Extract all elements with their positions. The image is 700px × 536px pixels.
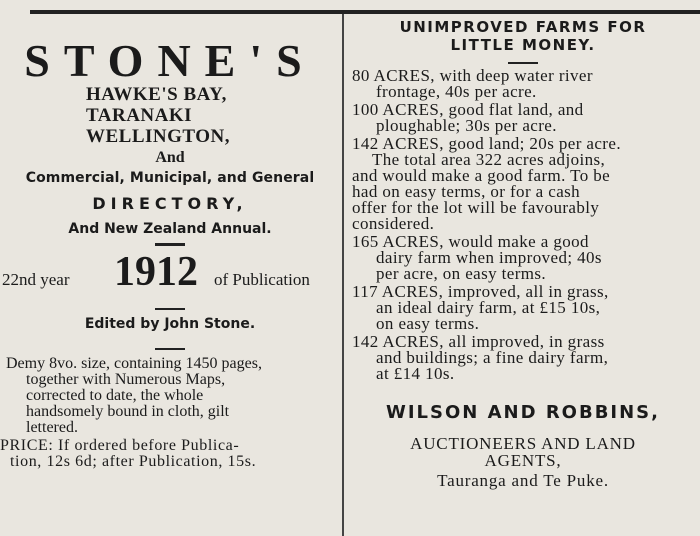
listing-line: and would make a good farm. To be xyxy=(352,166,611,185)
listing-line: 142 ACRES, all improved, in grass xyxy=(352,332,605,351)
farm-listing xyxy=(352,102,700,134)
listing-line: ploughable; 30s per acre. xyxy=(376,116,557,135)
price-line: PRICE: If ordered before Publica- xyxy=(0,437,240,454)
firm-line: AUCTIONEERS AND LAND xyxy=(410,434,636,453)
description-line: together with Numerous Maps, xyxy=(26,371,226,388)
firm-details xyxy=(346,435,700,489)
farm-listing xyxy=(352,334,700,382)
year-number: 1912 xyxy=(114,249,198,295)
places-list xyxy=(86,84,340,147)
listing-line: offer for the lot will be favourably xyxy=(352,198,600,217)
advert-title: STONE'S xyxy=(24,35,316,86)
place-line: TARANAKI xyxy=(86,105,193,126)
farms-heading xyxy=(346,18,700,54)
farm-listing xyxy=(352,136,700,232)
listing-line: on easy terms. xyxy=(376,314,480,333)
heading-line: LITTLE MONEY. xyxy=(450,36,596,54)
listing-line: 142 ACRES, good land; 20s per acre. xyxy=(352,134,621,153)
stones-directory-advert xyxy=(0,18,340,470)
listing-line: considered. xyxy=(352,214,435,233)
listing-line: 80 ACRES, with deep water river xyxy=(352,66,593,85)
directory-line: DIRECTORY, xyxy=(92,194,248,213)
listing-line: 165 ACRES, would make a good xyxy=(352,232,589,251)
description xyxy=(6,356,330,436)
farms-advert xyxy=(346,18,700,489)
place-line: WELLINGTON, xyxy=(86,126,230,147)
listing-line: an ideal dairy farm, at £15 10s, xyxy=(376,298,601,317)
listing-line: and buildings; a fine dairy farm, xyxy=(376,348,609,367)
farm-listing xyxy=(352,234,700,282)
listing-line: 117 ACRES, improved, all in grass, xyxy=(352,282,609,301)
listing-line: at £14 10s. xyxy=(376,364,455,383)
annual-line: And New Zealand Annual. xyxy=(68,221,272,237)
year-suffix: of Publication xyxy=(214,270,310,289)
listing-line: dairy farm when improved; 40s xyxy=(376,248,602,267)
firm-line: AGENTS, xyxy=(484,451,562,470)
heading-line: UNIMPROVED FARMS FOR xyxy=(399,18,647,36)
farm-listing xyxy=(352,284,700,332)
farm-listing xyxy=(352,68,700,100)
and-text: And xyxy=(155,149,185,166)
firm-line: Tauranga and Te Puke. xyxy=(437,471,609,490)
listing-line: The total area 322 acres adjoins, xyxy=(372,150,606,169)
price xyxy=(0,438,340,470)
top-rule xyxy=(30,10,700,14)
divider xyxy=(155,348,185,350)
price-line: tion, 12s 6d; after Publication, 15s. xyxy=(10,453,257,470)
place-line: HAWKE'S BAY, xyxy=(86,84,227,105)
divider xyxy=(155,308,185,310)
divider xyxy=(155,243,185,246)
column-divider xyxy=(342,14,344,536)
listing-line: frontage, 40s per acre. xyxy=(376,82,537,101)
description-line: handsomely bound in cloth, gilt xyxy=(26,403,230,420)
editor-line: Edited by John Stone. xyxy=(84,316,256,332)
description-line: lettered. xyxy=(26,419,78,436)
description-line: Demy 8vo. size, containing 1450 pages, xyxy=(6,355,262,372)
commercial-line: Commercial, Municipal, and General xyxy=(25,170,315,186)
divider xyxy=(508,62,538,64)
year-prefix: 22nd year xyxy=(2,270,70,289)
firm-name: WILSON AND ROBBINS, xyxy=(386,402,660,423)
description-line: corrected to date, the whole xyxy=(26,387,204,404)
listing-line: had on easy terms, or for a cash xyxy=(352,182,581,201)
listing-line: 100 ACRES, good flat land, and xyxy=(352,100,584,119)
year-line xyxy=(0,249,340,296)
listing-line: per acre, on easy terms. xyxy=(376,264,547,283)
